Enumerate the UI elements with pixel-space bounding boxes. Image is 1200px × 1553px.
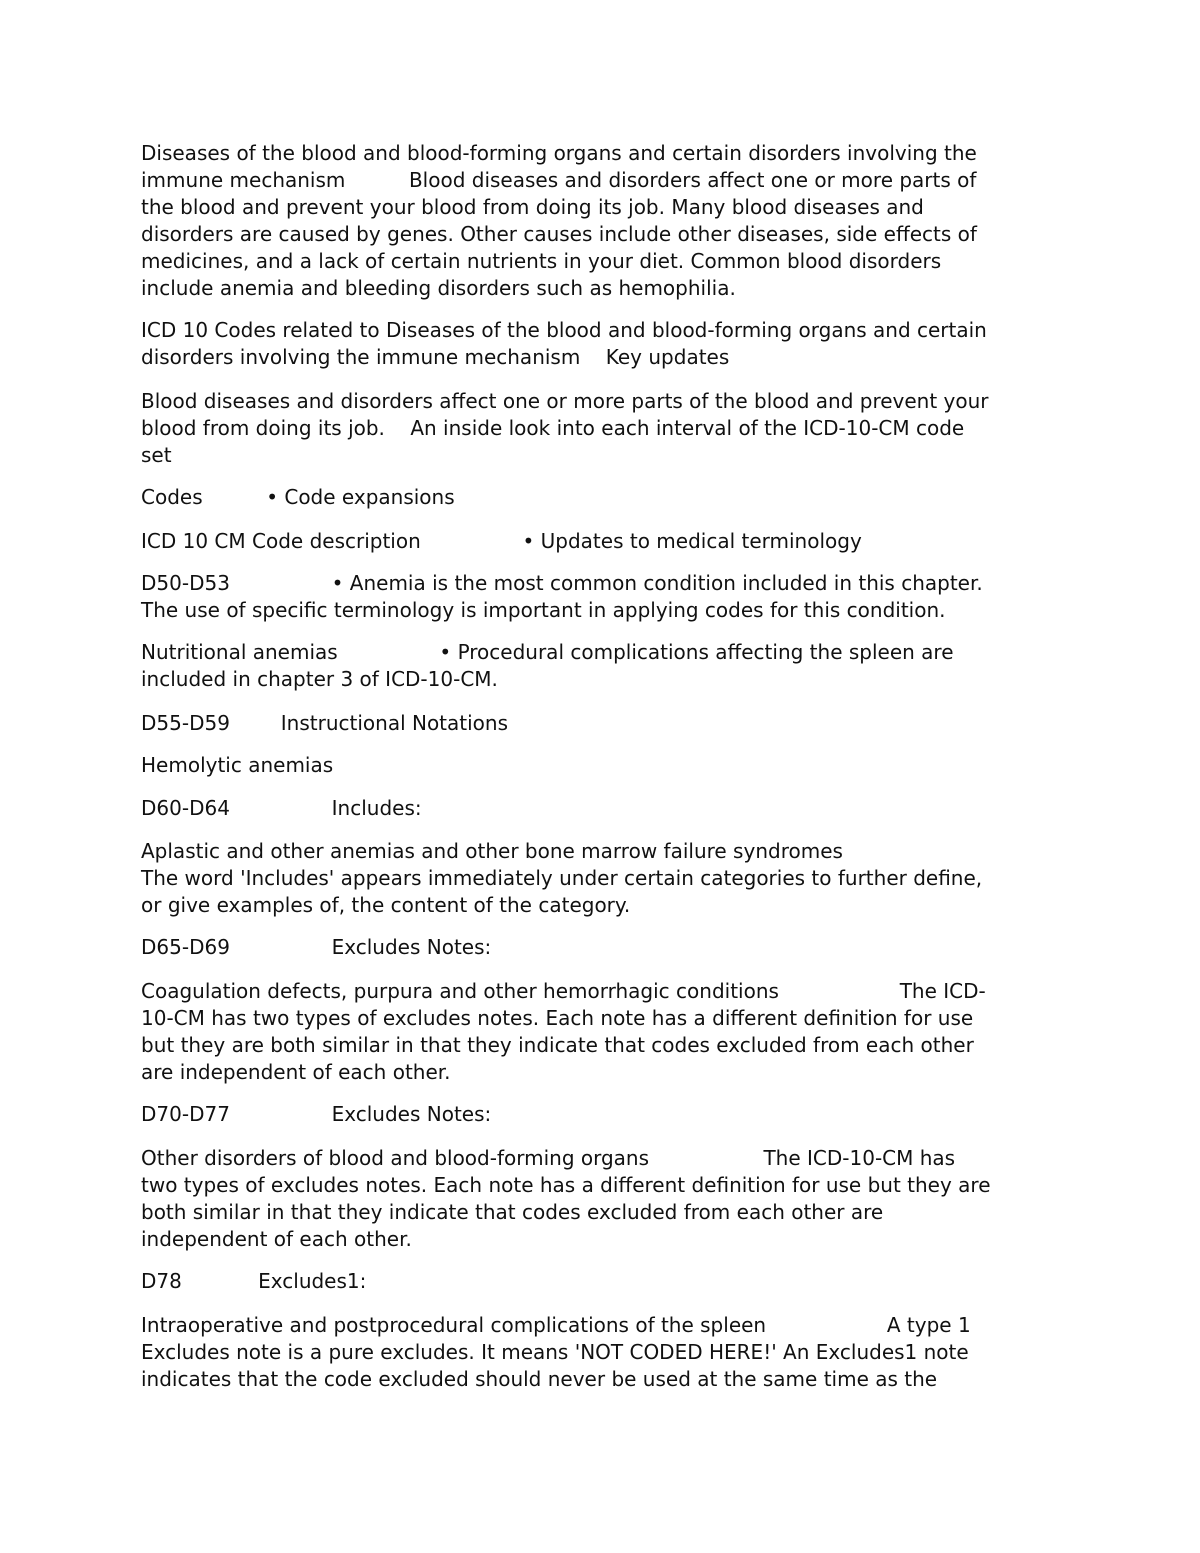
- paragraph-line: medicines, and a lack of certain nutrients in your diet. Common blood disorders: [141, 249, 942, 273]
- table-row: D60-D64 Includes:: [141, 796, 422, 820]
- table-row: D55-D59 Instructional Notations: [141, 711, 509, 735]
- paragraph-line: Diseases of the blood and blood-forming organs and certain disorders involving the: [141, 141, 977, 165]
- paragraph-line: disorders are caused by genes. Other causes include other diseases, side effects of: [141, 222, 977, 246]
- table-row: ICD 10 CM Code description • Updates to medical terminology: [141, 529, 862, 553]
- table-row: Intraoperative and postprocedural complications of the spleen A type 1: [141, 1313, 971, 1337]
- table-row: Codes • Code expansions: [141, 485, 455, 509]
- table-row: D50-D53 • Anemia is the most common condition included in this chapter.: [141, 571, 983, 595]
- paragraph-line: ICD 10 Codes related to Diseases of the blood and blood-forming organs and certain: [141, 318, 987, 342]
- paragraph-line: or give examples of, the content of the category.: [141, 893, 631, 917]
- paragraph-line: The word 'Includes' appears immediately under certain categories to further define,: [141, 866, 983, 890]
- paragraph-line: indicates that the code excluded should never be used at the same time as the: [141, 1367, 938, 1391]
- paragraph-line: both similar in that they indicate that codes excluded from each other are: [141, 1200, 884, 1224]
- table-row: Hemolytic anemias: [141, 753, 334, 777]
- table-row: Coagulation defects, purpura and other hemorrhagic conditions The ICD-: [141, 979, 986, 1003]
- table-row: Aplastic and other anemias and other bone marrow failure syndromes: [141, 839, 843, 863]
- table-row: Nutritional anemias • Procedural complications affecting the spleen are: [141, 640, 954, 664]
- table-row: D78 Excludes1:: [141, 1269, 367, 1293]
- paragraph-line: 10-CM has two types of excludes notes. Each note has a different definition for use: [141, 1006, 974, 1030]
- paragraph-line: but they are both similar in that they indicate that codes excluded from each other: [141, 1033, 974, 1057]
- table-row: D70-D77 Excludes Notes:: [141, 1102, 492, 1126]
- paragraph-line: independent of each other.: [141, 1227, 412, 1251]
- paragraph-line: blood from doing its job. An inside look into each interval of the ICD-10-CM code: [141, 416, 965, 440]
- paragraph-line: include anemia and bleeding disorders such as hemophilia.: [141, 276, 736, 300]
- paragraph-line: Blood diseases and disorders affect one or more parts of the blood and prevent your: [141, 389, 989, 413]
- table-row: D65-D69 Excludes Notes:: [141, 935, 492, 959]
- paragraph-line: two types of excludes notes. Each note has a different definition for use but they are: [141, 1173, 991, 1197]
- paragraph-line: The use of specific terminology is important in applying codes for this condition.: [141, 598, 946, 622]
- paragraph-line: Excludes note is a pure excludes. It means 'NOT CODED HERE!' An Excludes1 note: [141, 1340, 969, 1364]
- paragraph-line: included in chapter 3 of ICD-10-CM.: [141, 667, 498, 691]
- paragraph-line: immune mechanism Blood diseases and disorders affect one or more parts of: [141, 168, 977, 192]
- paragraph-line: set: [141, 443, 172, 467]
- paragraph-line: disorders involving the immune mechanism Key updates: [141, 345, 730, 369]
- paragraph-line: are independent of each other.: [141, 1060, 451, 1084]
- paragraph-line: the blood and prevent your blood from doing its job. Many blood diseases and: [141, 195, 924, 219]
- table-row: Other disorders of blood and blood-forming organs The ICD-10-CM has: [141, 1146, 956, 1170]
